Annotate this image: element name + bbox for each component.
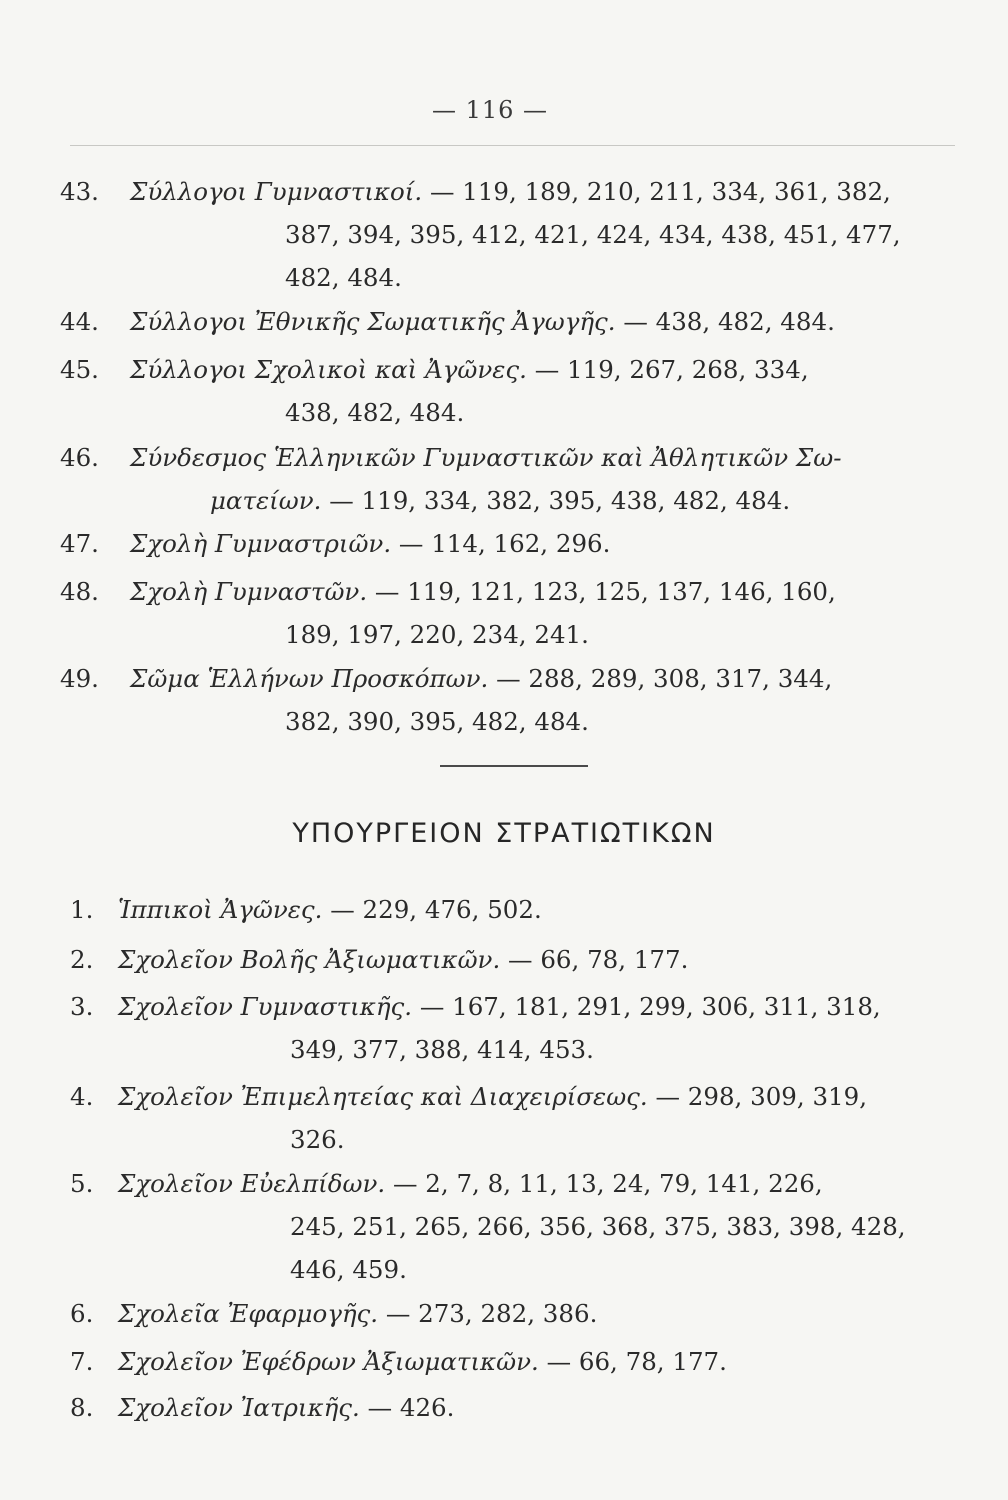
entry-number: 8.: [70, 1393, 94, 1422]
entry-pages: 245, 251, 265, 266, 356, 368, 375, 383, 398, 428,: [290, 1212, 906, 1241]
entry-pages: — 119, 121, 123, 125, 137, 146, 160,: [374, 577, 836, 606]
entry-pages: — 66, 78, 177.: [546, 1347, 727, 1376]
entry-pages: — 273, 282, 386.: [385, 1299, 598, 1328]
entry-title: Σχολεῖον Ἐφέδρων Ἀξιωματικῶν.: [118, 1347, 539, 1376]
header-rule: [70, 145, 955, 146]
entry-pages: 446, 459.: [290, 1255, 407, 1284]
entry-pages: — 229, 476, 502.: [330, 895, 542, 924]
entry-title: Σῶμα Ἑλλήνων Προσκόπων.: [130, 664, 489, 693]
entry-number: 7.: [70, 1347, 94, 1376]
entry-title: Σύλλογοι Ἐθνικῆς Σωματικῆς Ἀγωγῆς.: [130, 307, 616, 336]
entry-pages: — 298, 309, 319,: [655, 1082, 868, 1111]
entry-pages: — 2, 7, 8, 11, 13, 24, 79, 141, 226,: [393, 1169, 823, 1198]
page-number: — 116 —: [431, 96, 549, 124]
entry-pages: 387, 394, 395, 412, 421, 424, 434, 438, 451, 477,: [285, 220, 901, 249]
entry-pages: — 119, 189, 210, 211, 334, 361, 382,: [429, 177, 891, 206]
entry-title: Σχολὴ Γυμναστῶν.: [130, 577, 368, 606]
entry-title: Σχολεῖον Γυμναστικῆς.: [118, 992, 413, 1021]
section-divider: [440, 765, 588, 767]
entry-number: 6.: [70, 1299, 94, 1328]
entry-title: Σχολεῖα Ἐφαρμογῆς.: [118, 1299, 379, 1328]
entry-pages: — 426.: [367, 1393, 455, 1422]
entry-number: 3.: [70, 992, 94, 1021]
entry-pages: — 114, 162, 296.: [398, 529, 611, 558]
entry-title: Σχολεῖον Βολῆς Ἀξιωματικῶν.: [118, 945, 501, 974]
entry-number: 2.: [70, 945, 94, 974]
entry-title: Σχολεῖον Ἰατρικῆς.: [118, 1393, 360, 1422]
entry-pages: — 288, 289, 308, 317, 344,: [496, 664, 833, 693]
entry-title-continued: ματείων.: [210, 486, 322, 515]
entry-title: Σύνδεσμος Ἑλληνικῶν Γυμναστικῶν καὶ Ἀθλητικῶν Σω-: [130, 443, 842, 472]
entry-pages: 326.: [290, 1125, 345, 1154]
section-heading: ΥΠΟΥΡΓΕΙΟΝ ΣΤΡΑΤΙΩΤΙΚΩΝ: [292, 818, 716, 849]
entry-title: Σχολὴ Γυμναστριῶν.: [130, 529, 392, 558]
entry-pages: — 438, 482, 484.: [623, 307, 835, 336]
entry-number: 44.: [60, 307, 99, 336]
entry-title: Σύλλογοι Γυμναστικοί.: [130, 177, 423, 206]
entry-pages: 349, 377, 388, 414, 453.: [290, 1035, 594, 1064]
entry-number: 48.: [60, 577, 99, 606]
entry-pages: 382, 390, 395, 482, 484.: [285, 707, 589, 736]
entry-number: 43.: [60, 177, 99, 206]
entry-pages: 438, 482, 484.: [285, 398, 465, 427]
entry-pages: — 119, 334, 382, 395, 438, 482, 484.: [329, 486, 791, 515]
entry-pages: 189, 197, 220, 234, 241.: [285, 620, 589, 649]
entry-number: 5.: [70, 1169, 94, 1198]
entry-number: 45.: [60, 355, 99, 384]
entry-number: 49.: [60, 664, 99, 693]
entry-title: Σχολεῖον Εὐελπίδων.: [118, 1169, 386, 1198]
entry-number: 47.: [60, 529, 99, 558]
entry-number: 46.: [60, 443, 99, 472]
entry-pages: — 167, 181, 291, 299, 306, 311, 318,: [419, 992, 881, 1021]
entry-pages: — 119, 267, 268, 334,: [534, 355, 809, 384]
entry-title: Ἱππικοὶ Ἀγῶνες.: [118, 895, 323, 924]
entry-number: 1.: [70, 895, 94, 924]
entry-number: 4.: [70, 1082, 94, 1111]
entry-pages: 482, 484.: [285, 263, 402, 292]
entry-title: Σύλλογοι Σχολικοὶ καὶ Ἀγῶνες.: [130, 355, 527, 384]
entry-title: Σχολεῖον Ἐπιμελητείας καὶ Διαχειρίσεως.: [118, 1082, 648, 1111]
entry-pages: — 66, 78, 177.: [508, 945, 689, 974]
